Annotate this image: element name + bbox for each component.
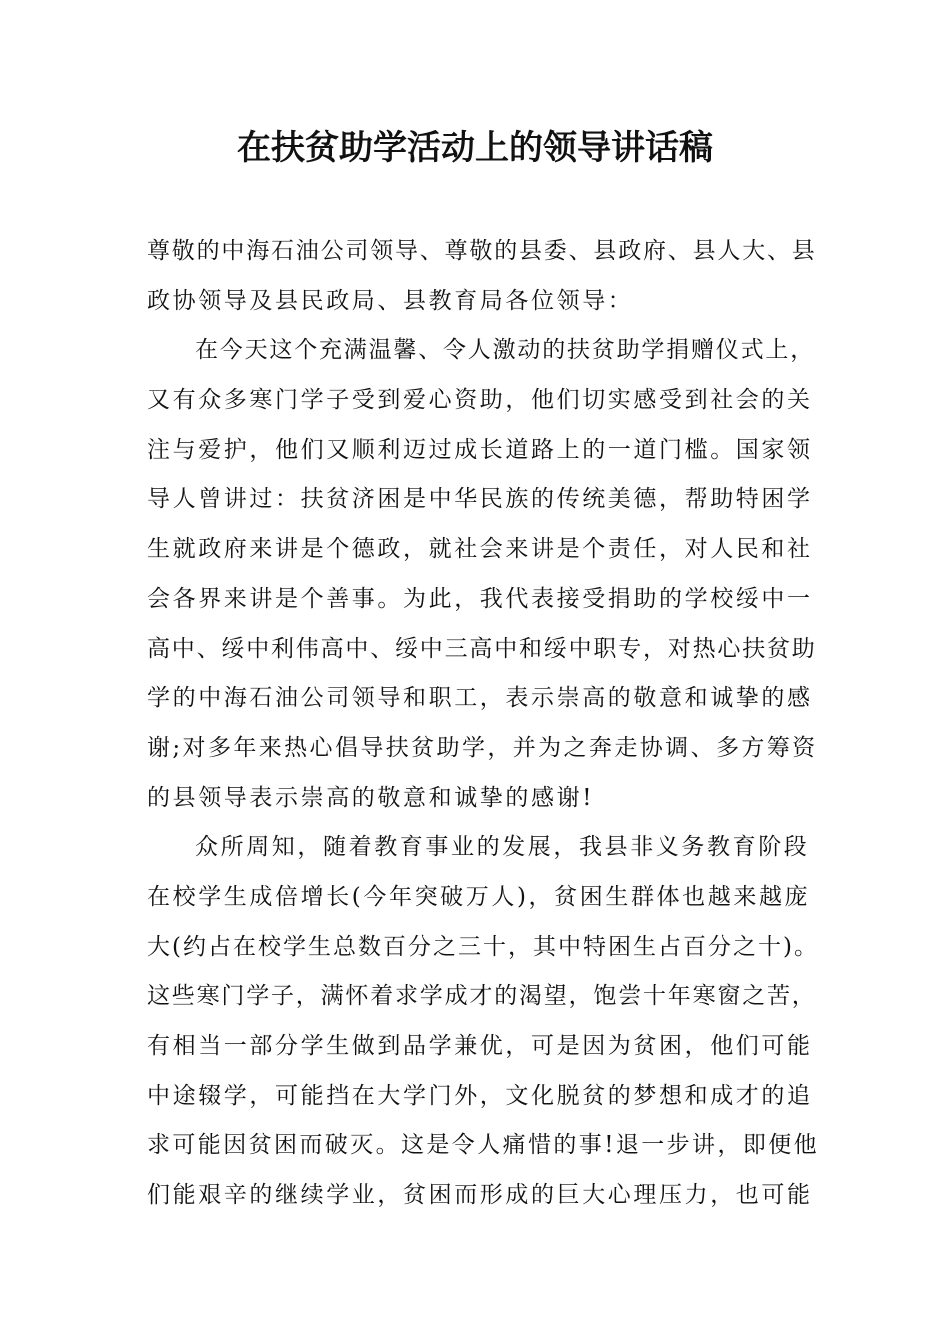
text-line: 的县领导表示崇高的敬意和诚挚的感谢! xyxy=(147,784,595,811)
text-line: 注与爱护，他们又顺利迈过成长道路上的一道门槛。国家领 xyxy=(147,436,813,463)
text-line: 中途辍学，可能挡在大学门外，文化脱贫的梦想和成才的追 xyxy=(147,1082,813,1109)
text-line: 政协领导及县民政局、县教育局各位领导： xyxy=(147,287,634,314)
page-title: 在扶贫助学活动上的领导讲话稿 xyxy=(237,128,713,168)
text-line: 这些寒门学子，满怀着求学成才的渴望，饱尝十年寒窗之苦， xyxy=(147,983,817,1010)
text-line: 高中、绥中利伟高中、绥中三高中和绥中职专，对热心扶贫助 xyxy=(147,635,817,662)
text-line: 尊敬的中海石油公司领导、尊敬的县委、县政府、县人大、县 xyxy=(147,238,817,264)
text-line: 谢;对多年来热心倡导扶贫助学，并为之奔走协调、多方筹资 xyxy=(147,734,818,761)
text-line: 众所周知，随着教育事业的发展，我县非义务教育阶段 xyxy=(195,834,810,861)
text-line: 们能艰辛的继续学业，贫困而形成的巨大心理压力，也可能 xyxy=(147,1182,813,1209)
text-line: 有相当一部分学生做到品学兼优，可是因为贫困，他们可能 xyxy=(147,1033,813,1059)
text-line: 求可能因贫困而破灭。这是令人痛惜的事!退一步讲，即便他 xyxy=(147,1132,820,1159)
text-line: 生就政府来讲是个德政，就社会来讲是个责任，对人民和社 xyxy=(147,536,813,563)
text-line: 在今天这个充满温馨、令人激动的扶贫助学捐赠仪式上， xyxy=(195,337,815,364)
text-line: 大(约占在校学生总数百分之三十，其中特困生占百分之十)。 xyxy=(147,933,819,960)
text-line: 在校学生成倍增长(今年突破万人)，贫困生群体也越来越庞 xyxy=(147,883,811,910)
text-line: 又有众多寒门学子受到爱心资助，他们切实感受到社会的关 xyxy=(147,387,813,414)
text-line: 会各界来讲是个善事。为此，我代表接受捐助的学校绥中一 xyxy=(147,585,813,612)
text-line: 学的中海石油公司领导和职工，表示崇高的敬意和诚挚的感 xyxy=(147,685,813,712)
text-line: 导人曾讲过：扶贫济困是中华民族的传统美德，帮助特困学 xyxy=(147,486,813,513)
document-body xyxy=(147,227,820,1221)
